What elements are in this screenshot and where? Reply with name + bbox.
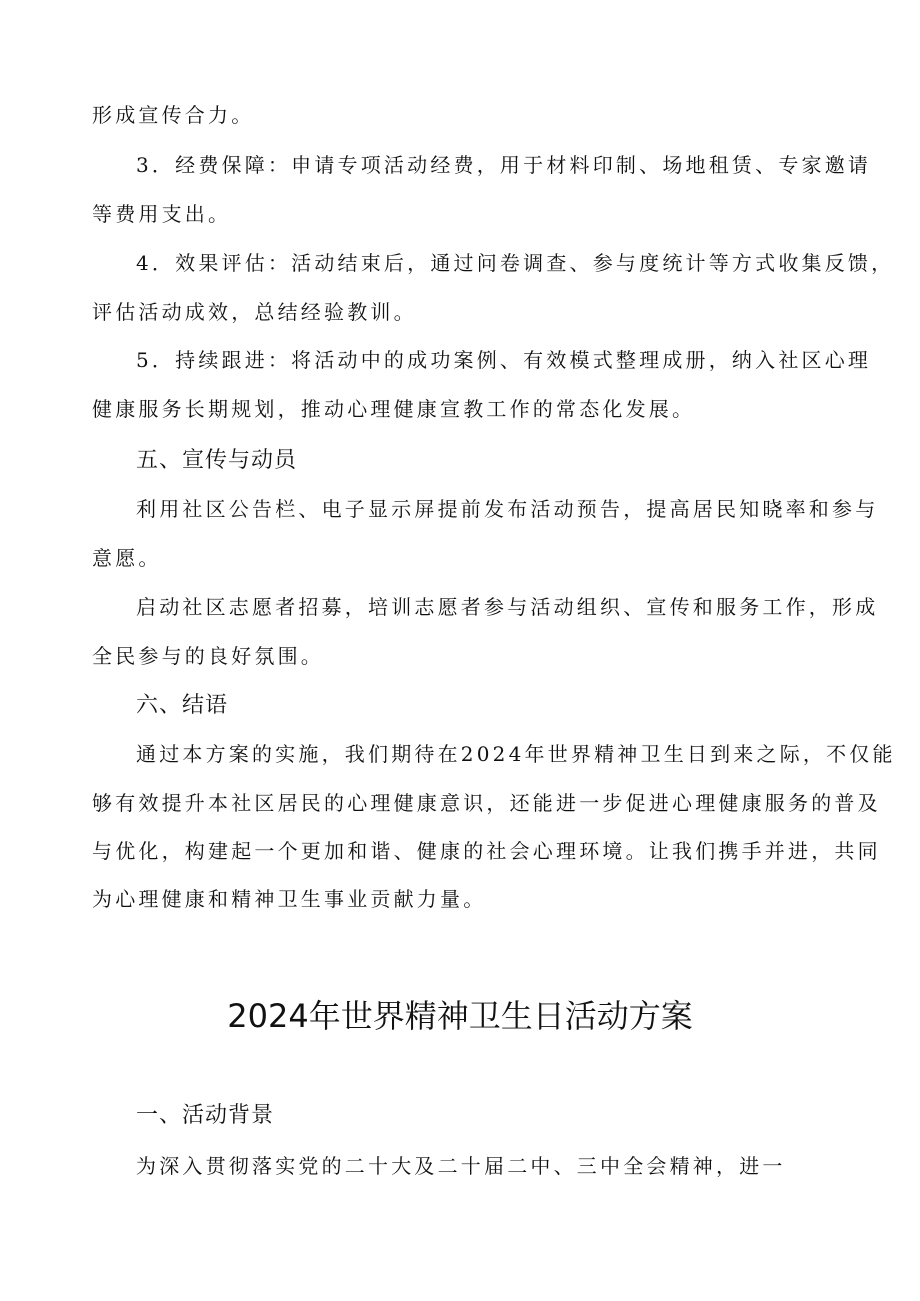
paragraph-line: 意愿。 [92, 546, 162, 570]
paragraph-line: 为深入贯彻落实党的二十大及二十届二中、三中全会精神，进一 [136, 1154, 786, 1178]
document-title: 2024年世界精神卫生日活动方案 [227, 997, 693, 1035]
paragraph-line: 与优化，构建起一个更加和谐、健康的社会心理环境。让我们携手并进，共同 [92, 839, 881, 863]
section-heading-background: 一、活动背景 [136, 1103, 275, 1128]
paragraph-line: 启动社区志愿者招募，培训志愿者参与活动组织、宣传和服务工作，形成 [136, 595, 879, 619]
section-heading-publicity: 五、宣传与动员 [136, 448, 298, 473]
list-item-evaluation-cont: 评估活动成效，总结经验教训。 [92, 300, 417, 324]
paragraph-line: 为心理健康和精神卫生事业贡献力量。 [92, 887, 487, 911]
paragraph-line: 利用社区公告栏、电子显示屏提前发布活动预告，提高居民知晓率和参与 [136, 497, 879, 521]
list-item-funding-cont: 等费用支出。 [92, 202, 232, 226]
paragraph-line: 形成宣传合力。 [92, 103, 255, 127]
paragraph-line: 通过本方案的实施，我们期待在2024年世界精神卫生日到来之际，不仅能 [136, 742, 896, 766]
list-item-evaluation: 4．效果评估：活动结束后，通过问卷调查、参与度统计等方式收集反馈， [136, 251, 895, 275]
paragraph-line: 够有效提升本社区居民的心理健康意识，还能进一步促进心理健康服务的普及 [92, 791, 881, 815]
list-item-followup-cont: 健康服务长期规划，推动心理健康宣教工作的常态化发展。 [92, 397, 696, 421]
paragraph-line: 全民参与的良好氛围。 [92, 644, 324, 668]
section-heading-conclusion: 六、结语 [136, 693, 229, 718]
list-item-funding: 3．经费保障：申请专项活动经费，用于材料印制、场地租赁、专家邀请 [136, 153, 872, 177]
list-item-followup: 5．持续跟进：将活动中的成功案例、有效模式整理成册，纳入社区心理 [136, 348, 872, 372]
